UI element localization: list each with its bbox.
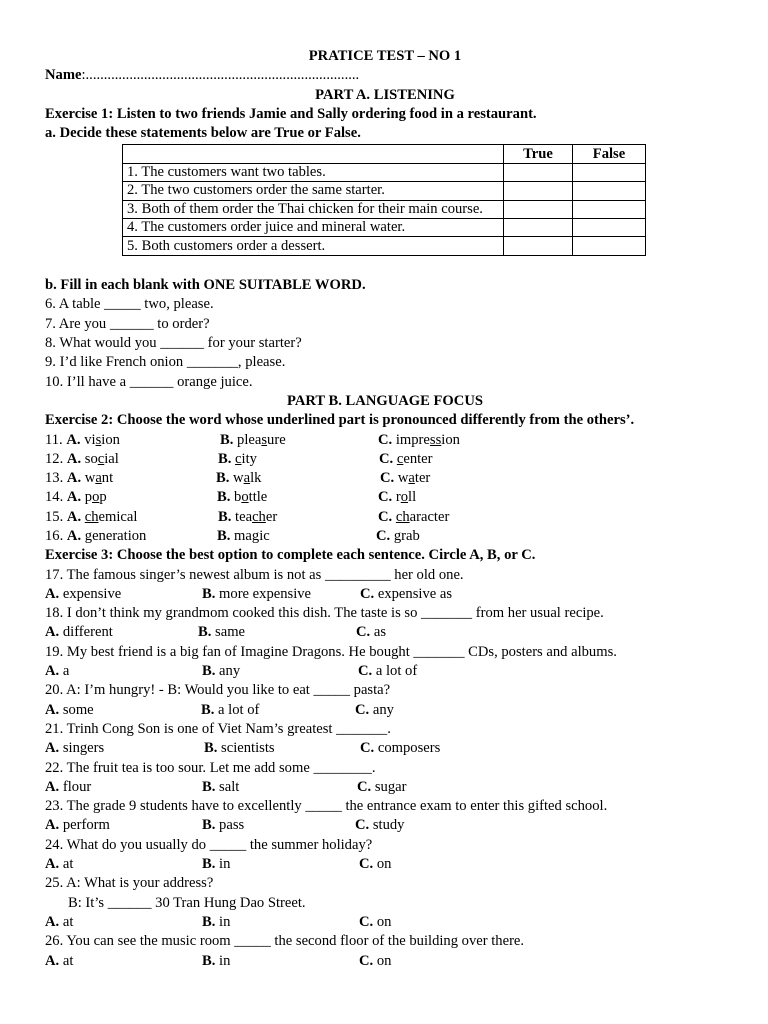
- word-part: ll: [408, 489, 417, 506]
- option-c[interactable]: [376, 527, 420, 546]
- options-row: [45, 952, 725, 971]
- word-part: impre: [395, 431, 430, 448]
- word-part: aracter: [409, 508, 450, 525]
- option-letter: A.: [45, 701, 60, 718]
- option-letter: C.: [378, 431, 393, 448]
- option-b[interactable]: [216, 469, 261, 488]
- option-c[interactable]: [380, 469, 430, 488]
- option-text: singers: [62, 740, 105, 757]
- statement-cell: 2. The two customers order the same starter.: [123, 182, 504, 200]
- option-letter: B.: [202, 663, 216, 680]
- option-text: a: [62, 663, 70, 680]
- option-b[interactable]: [202, 778, 239, 797]
- options-row: [45, 778, 725, 797]
- option-b[interactable]: [202, 913, 230, 932]
- option-text: as: [373, 624, 387, 641]
- question-text: 20. A: I’m hungry! - B: Would you like to eat _____ pasta?: [45, 682, 391, 699]
- word-part: so: [84, 450, 98, 467]
- underlined-part: a: [95, 470, 102, 487]
- pronunciation-row: [45, 488, 725, 507]
- option-text: different: [62, 624, 113, 641]
- option-a[interactable]: [45, 778, 91, 797]
- question-text: 17. The famous singer’s newest album is not as _________ her old one.: [45, 566, 464, 583]
- options-row: [45, 662, 725, 681]
- option-text: in: [219, 913, 231, 930]
- question-number: 11.: [45, 431, 63, 448]
- option-text: on: [376, 913, 392, 930]
- fill-question: 7. Are you ______ to order?: [45, 315, 210, 332]
- question-number: 13.: [45, 470, 64, 487]
- word-part: w: [84, 470, 96, 487]
- option-a[interactable]: [45, 527, 146, 546]
- question-text: 23. The grade 9 students have to excellently _____ the entrance exam to enter this gifted school.: [45, 798, 608, 815]
- fill-question: 6. A table _____ two, please.: [45, 296, 214, 313]
- underlined-part: ss: [429, 431, 442, 448]
- table-header-row: [123, 145, 646, 163]
- option-c[interactable]: [355, 816, 404, 835]
- option-c[interactable]: [359, 952, 391, 971]
- option-c[interactable]: [378, 508, 449, 527]
- option-text: more expensive: [219, 585, 312, 602]
- options-row: [45, 816, 725, 835]
- option-letter: B.: [216, 470, 230, 487]
- true-column-header: True: [504, 145, 573, 163]
- pronunciation-row: [45, 469, 725, 488]
- false-answer-cell[interactable]: [573, 219, 646, 237]
- word-part: p: [84, 489, 93, 506]
- word-part: ial: [104, 450, 119, 467]
- false-answer-cell[interactable]: [573, 163, 646, 181]
- option-letter: A.: [66, 431, 81, 448]
- options-row: [45, 623, 725, 642]
- word-part: w: [233, 470, 244, 487]
- option-b[interactable]: [220, 431, 286, 450]
- question-number: 12.: [45, 450, 64, 467]
- option-letter: B.: [202, 585, 216, 602]
- question-number: 14.: [45, 489, 64, 506]
- underlined-part: o: [400, 489, 409, 506]
- word-part: r: [395, 489, 401, 506]
- word-part: ion: [101, 431, 120, 448]
- true-false-table: [122, 144, 646, 255]
- word-part: vi: [84, 431, 96, 448]
- pronunciation-row: [45, 450, 725, 469]
- word-part: ion: [441, 431, 460, 448]
- false-answer-cell[interactable]: [573, 200, 646, 218]
- underlined-part: s: [261, 431, 268, 448]
- question-number: 15.: [45, 508, 64, 525]
- table-row: [123, 200, 646, 218]
- option-letter: A.: [66, 527, 82, 544]
- underlined-part: o: [92, 489, 100, 506]
- option-c[interactable]: [378, 488, 416, 507]
- name-label: Name: [45, 67, 82, 84]
- word-part: er: [265, 508, 278, 525]
- option-text: expensive: [62, 585, 122, 602]
- option-letter: C.: [359, 856, 374, 873]
- option-letter: A.: [66, 489, 82, 506]
- option-text: some: [62, 701, 94, 718]
- true-answer-cell[interactable]: [504, 237, 573, 255]
- option-a[interactable]: [45, 469, 113, 488]
- option-letter: A.: [45, 740, 60, 757]
- option-text: at: [62, 952, 74, 969]
- underlined-part: g: [393, 527, 402, 544]
- false-answer-cell[interactable]: [573, 237, 646, 255]
- option-text: composers: [377, 740, 441, 757]
- option-letter: B.: [218, 508, 232, 525]
- exercise-2-instruction: Exercise 2: Choose the word whose underlined part is pronounced differently from the others’.: [45, 412, 635, 429]
- word-part: plea: [237, 431, 262, 448]
- option-c[interactable]: [357, 778, 406, 797]
- option-letter: B.: [218, 450, 232, 467]
- false-column-header: False: [573, 145, 646, 163]
- option-a[interactable]: [45, 855, 73, 874]
- option-c[interactable]: [379, 450, 433, 469]
- word-part: lk: [250, 470, 262, 487]
- fill-question: 10. I’ll have a ______ orange juice.: [45, 373, 253, 390]
- option-b[interactable]: [202, 662, 240, 681]
- option-letter: B.: [204, 740, 218, 757]
- table-row: [123, 182, 646, 200]
- underlined-part: o: [241, 489, 249, 506]
- pronunciation-row: [45, 508, 725, 527]
- question-text-continued: B: It’s ______ 30 Tran Hung Dao Street.: [68, 894, 306, 911]
- word-part: ma: [234, 527, 252, 544]
- question-number: 16.: [45, 527, 64, 544]
- options-row: [45, 913, 725, 932]
- word-part: w: [397, 470, 409, 487]
- pronunciation-row: [45, 527, 725, 546]
- option-letter: C.: [380, 470, 395, 487]
- option-b[interactable]: [202, 585, 311, 604]
- option-text: flour: [62, 778, 92, 795]
- option-b[interactable]: [201, 701, 259, 720]
- option-a[interactable]: [45, 623, 113, 642]
- word-part: emical: [98, 508, 138, 525]
- option-b[interactable]: [202, 952, 230, 971]
- worksheet-page: [45, 47, 725, 971]
- word-part: ter: [414, 470, 431, 487]
- true-answer-cell[interactable]: [504, 219, 573, 237]
- option-b[interactable]: [217, 488, 267, 507]
- statement-cell: 3. Both of them order the Thai chicken for their main course.: [123, 200, 504, 218]
- underlined-part: ch: [395, 508, 410, 525]
- statement-cell: 4. The customers order juice and mineral water.: [123, 219, 504, 237]
- word-part: ttle: [248, 489, 268, 506]
- option-a[interactable]: [45, 508, 137, 527]
- exercise-3-instruction: Exercise 3: Choose the best option to complete each sentence. Circle A, B, or C.: [45, 547, 536, 564]
- word-part: nt: [101, 470, 114, 487]
- option-letter: A.: [45, 624, 60, 641]
- underlined-part: g: [84, 527, 93, 544]
- option-letter: C.: [378, 489, 393, 506]
- exercise-1-instruction: Exercise 1: Listen to two friends Jamie and Sally ordering food in a restaurant.: [45, 105, 537, 122]
- option-b[interactable]: [218, 450, 257, 469]
- word-part: ity: [241, 450, 257, 467]
- option-text: at: [62, 856, 74, 873]
- underlined-part: s: [95, 431, 102, 448]
- option-letter: C.: [355, 701, 370, 718]
- option-c[interactable]: [360, 739, 440, 758]
- option-letter: B.: [202, 913, 216, 930]
- question-text: 26. You can see the music room _____ the second floor of the building over there.: [45, 933, 525, 950]
- option-letter: B.: [198, 624, 212, 641]
- multiple-choice-questions: [45, 566, 725, 971]
- table-row: [123, 163, 646, 181]
- part-a-b-instruction: b. Fill in each blank with ONE SUITABLE WORD.: [45, 277, 366, 294]
- options-row: [45, 701, 725, 720]
- option-text: pass: [219, 817, 245, 834]
- option-b[interactable]: [202, 816, 244, 835]
- option-text: expensive as: [377, 585, 453, 602]
- page-title: PRATICE TEST – NO 1: [308, 48, 462, 64]
- option-letter: A.: [66, 470, 82, 487]
- option-letter: B.: [217, 489, 231, 506]
- name-line: [45, 66, 725, 85]
- option-letter: A.: [45, 856, 60, 873]
- part-a-heading: PART A. LISTENING: [315, 86, 455, 103]
- option-text: any: [219, 663, 241, 680]
- option-letter: A.: [66, 450, 82, 467]
- option-letter: B.: [201, 701, 215, 718]
- option-text: a lot of: [218, 701, 260, 718]
- option-c[interactable]: [359, 855, 391, 874]
- option-text: any: [372, 701, 394, 718]
- question-text: 22. The fruit tea is too sour. Let me add some ________.: [45, 759, 376, 776]
- option-b[interactable]: [217, 527, 270, 546]
- underlined-part: a: [243, 470, 251, 487]
- option-letter: C.: [376, 527, 391, 544]
- underlined-part: a: [408, 470, 415, 487]
- option-a[interactable]: [45, 662, 69, 681]
- word-part: enter: [403, 450, 433, 467]
- option-letter: C.: [359, 913, 374, 930]
- option-a[interactable]: [45, 739, 104, 758]
- question-text: 18. I don’t think my grandmom cooked this dish. The taste is so _______ from her usual recipe.: [45, 605, 604, 622]
- fill-question: 8. What would you ______ for your starter?: [45, 335, 302, 352]
- option-c[interactable]: [359, 913, 391, 932]
- word-part: ure: [267, 431, 286, 448]
- option-letter: C.: [360, 740, 375, 757]
- underlined-part: c: [235, 450, 242, 467]
- option-letter: C.: [379, 450, 394, 467]
- option-text: salt: [219, 778, 240, 795]
- option-b[interactable]: [202, 855, 230, 874]
- part-b-heading: PART B. LANGUAGE FOCUS: [287, 392, 483, 409]
- option-a[interactable]: [45, 952, 73, 971]
- option-text: on: [376, 856, 392, 873]
- false-answer-cell[interactable]: [573, 182, 646, 200]
- option-letter: C.: [356, 624, 371, 641]
- option-text: scientists: [221, 740, 275, 757]
- part-a-a-instruction: a. Decide these statements below are True or False.: [45, 125, 361, 142]
- word-part: p: [99, 489, 107, 506]
- table-row: [123, 219, 646, 237]
- word-part: ic: [259, 527, 270, 544]
- question-text: 21. Trinh Cong Son is one of Viet Nam’s greatest _______.: [45, 720, 391, 737]
- option-letter: B.: [202, 856, 216, 873]
- true-answer-cell[interactable]: [504, 200, 573, 218]
- option-letter: B.: [217, 527, 231, 544]
- statement-cell: 1. The customers want two tables.: [123, 163, 504, 181]
- option-letter: C.: [359, 952, 374, 969]
- option-letter: B.: [220, 431, 234, 448]
- option-text: in: [219, 856, 231, 873]
- option-b[interactable]: [198, 623, 245, 642]
- option-letter: A.: [45, 913, 60, 930]
- option-c[interactable]: [355, 701, 394, 720]
- option-letter: C.: [358, 663, 373, 680]
- option-text: a lot of: [375, 663, 418, 680]
- option-a[interactable]: [45, 450, 119, 469]
- word-part: eneration: [92, 527, 147, 544]
- question-text: 19. My best friend is a big fan of Imagine Dragons. He bought _______ CDs, posters and albums.: [45, 643, 617, 660]
- option-letter: A.: [45, 817, 60, 834]
- pronunciation-row: [45, 431, 725, 450]
- option-text: in: [219, 952, 231, 969]
- option-a[interactable]: [45, 913, 73, 932]
- option-text: at: [62, 913, 74, 930]
- question-text: 25. A: What is your address?: [45, 875, 214, 892]
- option-c[interactable]: [360, 585, 452, 604]
- option-a[interactable]: [45, 488, 107, 507]
- word-part: b: [234, 489, 242, 506]
- true-answer-cell[interactable]: [504, 163, 573, 181]
- underlined-part: ch: [84, 508, 99, 525]
- option-a[interactable]: [45, 585, 121, 604]
- option-letter: C.: [355, 817, 370, 834]
- option-c[interactable]: [358, 662, 417, 681]
- true-answer-cell[interactable]: [504, 182, 573, 200]
- word-part: tea: [235, 508, 253, 525]
- underlined-part: c: [396, 450, 404, 467]
- option-letter: A.: [45, 778, 60, 795]
- option-letter: C.: [378, 508, 393, 525]
- option-b[interactable]: [204, 739, 275, 758]
- option-a[interactable]: [45, 431, 120, 450]
- option-text: on: [376, 952, 392, 969]
- underlined-part: g: [251, 527, 260, 544]
- statement-cell: 5. Both customers order a dessert.: [123, 237, 504, 255]
- option-text: sugar: [374, 778, 407, 795]
- option-letter: A.: [45, 663, 60, 680]
- option-letter: B.: [202, 778, 216, 795]
- option-letter: B.: [202, 952, 216, 969]
- option-letter: A.: [45, 585, 60, 602]
- spacer: [45, 257, 725, 276]
- table-row: [123, 237, 646, 255]
- option-text: same: [215, 624, 246, 641]
- fill-question: 9. I’d like French onion _______, please.: [45, 354, 286, 371]
- option-text: perform: [62, 817, 110, 834]
- underlined-part: ch: [252, 508, 266, 525]
- question-text: 24. What do you usually do _____ the summer holiday?: [45, 836, 373, 853]
- options-row: [45, 585, 725, 604]
- option-c[interactable]: [378, 431, 460, 450]
- options-row: [45, 855, 725, 874]
- word-part: rab: [401, 527, 420, 544]
- options-row: [45, 739, 725, 758]
- option-a[interactable]: [45, 701, 94, 720]
- table-header-blank: [123, 145, 504, 163]
- option-letter: C.: [357, 778, 372, 795]
- option-letter: A.: [45, 952, 60, 969]
- option-letter: B.: [202, 817, 216, 834]
- pronunciation-questions: [45, 431, 725, 547]
- underlined-part: c: [97, 450, 105, 467]
- option-letter: A.: [66, 508, 82, 525]
- option-b[interactable]: [218, 508, 277, 527]
- option-a[interactable]: [45, 816, 110, 835]
- name-dots: :...........................................................................: [81, 67, 360, 84]
- option-letter: C.: [360, 585, 375, 602]
- option-text: study: [372, 817, 405, 834]
- option-c[interactable]: [356, 623, 386, 642]
